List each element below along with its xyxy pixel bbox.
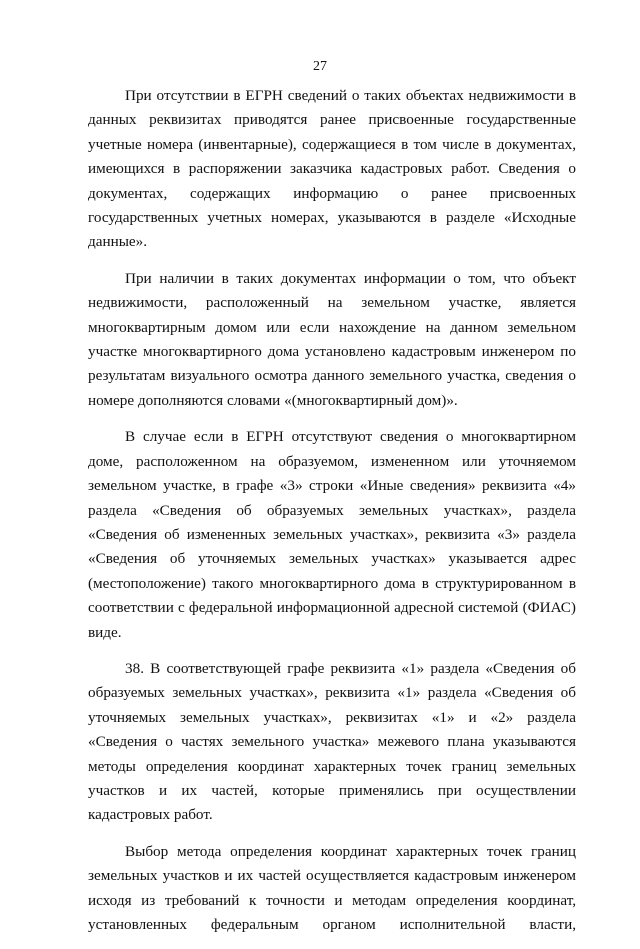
paragraph-5: Выбор метода определения координат характерных точек границ земельных участков и их частей осуществляется кадастровым инженером исходя из требований к точности и методам определения координат, установленных федеральным органом исполнительной власти, [88,842,576,933]
paragraph-1: При отсутствии в ЕГРН сведений о таких объектах недвижимости в данных реквизитах приводятся ранее присвоенные государственные учетные номера (инвентарные), содержащиеся в том числе в документах, имеющихся в распоряжении заказчика кадастровых работ. Сведения о документах, содержащих информацию о ранее присвоенных государственных учетных номерах, указываются в разделе «Исходные данные». [88,87,576,251]
page-number: 27 [313,59,327,74]
paragraph-3: В случае если в ЕГРН отсутствуют сведения о многоквартирном доме, расположенном на образуемом, измененном или уточняемом земельном участке, в графе «3» строки «Иные сведения» реквизита «4» раздела «Сведения об образуемых земельных участках», раздела «Сведения об измененных земельных участках», реквизита «3» раздела «Сведения об уточняемых земельных участках» указывается адрес (местоположение) такого многоквартирного дома в структурированном в соответствии с федеральной информационной адресной системой (ФИАС) виде. [88,428,576,641]
paragraph-4-item-38: 38. В соответствующей графе реквизита «1» раздела «Сведения об образуемых земельных участках», реквизита «1» раздела «Сведения об уточняемых земельных участках», реквизитах «1» и «2» раздела «Сведения о частях земельного участка» межевого плана указываются методы определения координат характерных точек границ земельных участков и их частей, которые применялись при осуществлении кадастровых работ. [88,659,576,824]
document-body [88,84,576,949]
paragraph-2: При наличии в таких документах информации о том, что объект недвижимости, расположенный на земельном участке, является многоквартирным домом или если нахождение на данном земельном участке многоквартирного дома установлено кадастровым инженером по результатам визуального осмотра данного земельного участка, сведения о номере дополняются словами «(многоквартирный дом)». [88,269,576,409]
